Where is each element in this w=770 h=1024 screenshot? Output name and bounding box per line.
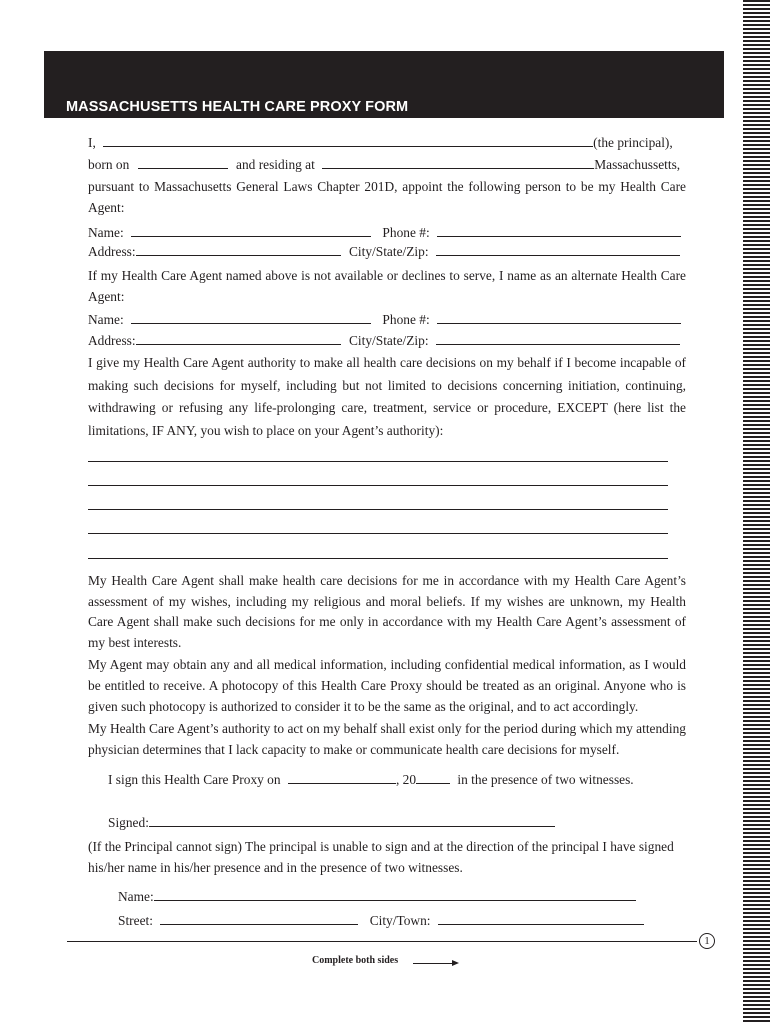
agent-name-field[interactable] xyxy=(131,222,371,237)
principal-row xyxy=(88,132,673,153)
signer-name-row xyxy=(118,886,636,907)
limitations-line-3[interactable] xyxy=(88,509,668,510)
complete-both-sides-note: Complete both sides xyxy=(312,955,399,966)
signer-city-field[interactable] xyxy=(438,910,644,925)
limitations-line-2[interactable] xyxy=(88,485,668,486)
page-number: 1 xyxy=(699,933,715,949)
form-header xyxy=(44,51,724,118)
alternate-citystatezip-label: City/State/Zip: xyxy=(348,333,429,348)
signed-row xyxy=(108,812,555,833)
signer-address-row xyxy=(118,910,644,931)
footer-rule xyxy=(67,941,697,942)
limitations-line-5[interactable] xyxy=(88,558,668,559)
decorative-stripe xyxy=(743,0,770,1024)
signer-name-label: Name: xyxy=(118,889,154,904)
sign-year-field[interactable] xyxy=(416,769,450,784)
alternate-phone-label: Phone #: xyxy=(382,312,430,327)
signature-field[interactable] xyxy=(149,812,555,827)
born-row xyxy=(88,154,680,175)
alternate-citystatezip-field[interactable] xyxy=(436,330,680,345)
principal-suffix: (the principal), xyxy=(593,135,673,150)
alternate-intro-paragraph: If my Health Care Agent named above is not available or declines to serve, I name as an alternate Health Care Agent: xyxy=(88,268,686,304)
form-title: MASSACHUSETTS HEALTH CARE PROXY FORM xyxy=(66,99,409,115)
agent-address-row xyxy=(88,241,680,262)
alternate-address-row xyxy=(88,330,680,351)
residing-label: and residing at xyxy=(236,157,315,172)
signer-name-field[interactable] xyxy=(154,886,636,901)
sign-year-prefix: , 20 xyxy=(395,772,417,787)
agent-address-field[interactable] xyxy=(136,241,341,256)
cannot-sign-paragraph: (If the Principal cannot sign) The principal is unable to sign and at the direction of the principal I have signed his/her name in his/her presence and in the presence of two witnesses. xyxy=(88,839,674,875)
authority-paragraph: I give my Health Care Agent authority to make all health care decisions on my behalf if I become incapable of making such decisions for myself, including but not limited to decisions concerning initiation, continuing, withdrawing or refusing any life-prolonging care, treatment, service or procedure, EXCEPT (here list the limitations, IF ANY, you wish to place on your Agent’s authority): xyxy=(88,355,686,438)
birth-date-field[interactable] xyxy=(138,154,228,169)
agent-phone-label: Phone #: xyxy=(382,225,430,240)
principal-name-field[interactable] xyxy=(103,132,593,147)
alternate-address-label: Address: xyxy=(88,333,136,348)
agent-phone-field[interactable] xyxy=(437,222,681,237)
sign-date-row xyxy=(108,769,634,790)
period-paragraph: My Health Care Agent’s authority to act on my behalf shall exist only for the period during which my attending physician determines that I lack capacity to make or communicate health care decisions for myself. xyxy=(88,721,686,757)
signer-street-field[interactable] xyxy=(160,910,358,925)
limitations-line-4[interactable] xyxy=(88,533,668,534)
alternate-phone-field[interactable] xyxy=(437,309,681,324)
signer-street-label: Street: xyxy=(118,913,153,928)
agent-citystatezip-field[interactable] xyxy=(436,241,680,256)
principal-i-label: I, xyxy=(88,135,96,150)
sign-suffix: in the presence of two witnesses. xyxy=(457,772,634,787)
residence-field[interactable] xyxy=(322,154,594,169)
sign-date-field[interactable] xyxy=(288,769,396,784)
born-label: born on xyxy=(88,157,130,172)
signer-city-label: City/Town: xyxy=(369,913,431,928)
limitations-line-1[interactable] xyxy=(88,461,668,462)
agent-citystatezip-label: City/State/Zip: xyxy=(348,244,429,259)
alternate-address-field[interactable] xyxy=(136,330,341,345)
arrow-right-icon xyxy=(413,963,453,964)
alternate-name-label: Name: xyxy=(88,312,124,327)
agent-name-row xyxy=(88,222,681,243)
agent-name-label: Name: xyxy=(88,225,124,240)
wishes-paragraph: My Health Care Agent shall make health care decisions for me in accordance with my Health Care Agent’s assessment of my wishes, including my religious and moral beliefs. If my wishes are unknown, my Health Care Agent shall make such decisions for me only in accordance with my Health Care Agent’s assessment of my best interests. xyxy=(88,573,686,650)
agent-address-label: Address: xyxy=(88,244,136,259)
state-suffix: Massachussetts, xyxy=(594,157,681,172)
alternate-name-field[interactable] xyxy=(131,309,371,324)
sign-date-prefix: I sign this Health Care Proxy on xyxy=(108,772,281,787)
alternate-name-row xyxy=(88,309,681,330)
signed-label: Signed: xyxy=(108,815,149,830)
medical-info-paragraph: My Agent may obtain any and all medical information, including confidential medical information, as I would be entitled to receive. A photocopy of this Health Care Proxy should be treated as an original. Anyone who is given such photocopy is authorized to consider it to be the same as the original, and to act accordingly. xyxy=(88,657,686,714)
intro-paragraph: pursuant to Massachusetts General Laws Chapter 201D, appoint the following person to be my Health Care Agent: xyxy=(88,179,686,215)
